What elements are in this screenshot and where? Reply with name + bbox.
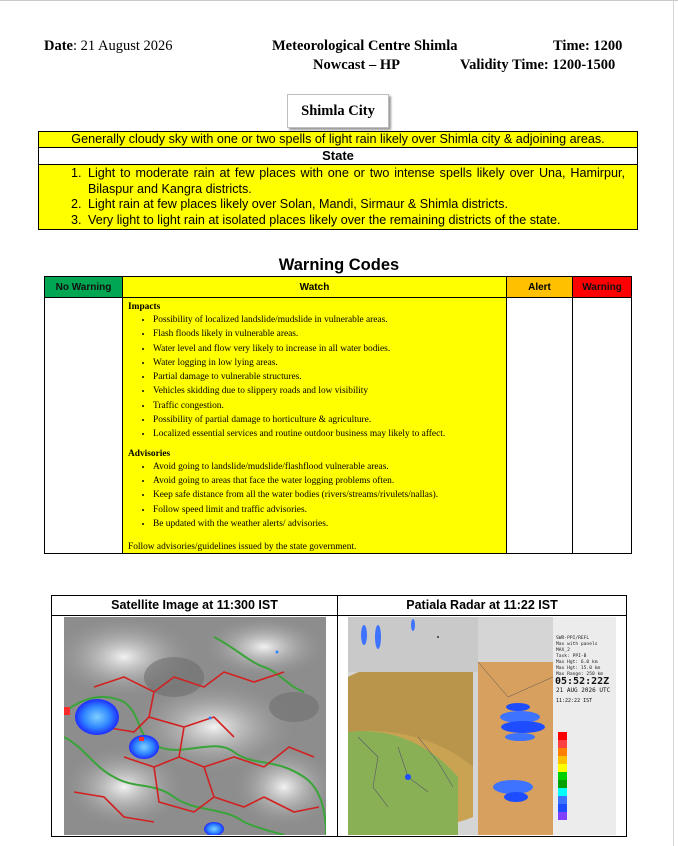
forecast-table xyxy=(38,131,638,230)
issue-time: Time: 1200 xyxy=(553,38,623,54)
radar-image xyxy=(348,617,616,835)
svg-text:SWR-PPI/REFL: SWR-PPI/REFL xyxy=(556,636,590,641)
state-forecast xyxy=(39,165,638,230)
impact-item: • Traffic congestion. xyxy=(153,399,506,413)
warning-codes-table xyxy=(44,276,632,554)
impact-item: • Water level and flow very likely to increase in all water bodies. xyxy=(153,342,506,356)
advisory-item: • Be updated with the weather alerts/ advisories. xyxy=(153,517,506,531)
svg-text:Task: PPI-B: Task: PPI-B xyxy=(556,654,587,659)
radar-date: 21 AUG 2026 UTC xyxy=(556,687,611,694)
warning-cell xyxy=(573,298,632,554)
impact-item: • Vehicles skidding due to slippery roads and low visibility xyxy=(153,384,506,398)
state-item: 1. Light to moderate rain at few places with one or two intense spells likely over Una, Hamirpur, Bilaspur and Kangra districts. xyxy=(85,166,625,197)
satellite-column xyxy=(52,596,338,836)
centre-name: Meteorological Centre Shimla xyxy=(272,38,458,54)
advisory-item: • Avoid going to areas that face the water logging problems often. xyxy=(153,474,506,488)
page-border-top xyxy=(0,0,678,1)
impacts-list xyxy=(123,313,506,442)
impacts-heading: Impacts xyxy=(128,302,161,312)
advisory-item: • Keep safe distance from all the water bodies (rivers/streams/rivulets/nallas). xyxy=(153,488,506,502)
watch-cell xyxy=(123,298,507,554)
watch-header: Watch xyxy=(123,277,507,298)
radar-column xyxy=(338,596,626,836)
advisory-item: • Follow speed limit and traffic advisories. xyxy=(153,503,506,517)
advisories-heading: Advisories xyxy=(128,448,171,459)
impact-item: • Water logging in low lying areas. xyxy=(153,356,506,370)
page-border-right xyxy=(673,0,674,846)
radar-caption: Patiala Radar at 11:22 IST xyxy=(338,596,626,616)
date-label: Date xyxy=(44,38,73,54)
alert-header: Alert xyxy=(507,277,573,298)
nowcast-label: Nowcast – HP xyxy=(313,57,400,73)
state-item: 2. Light rain at few places likely over Solan, Mandi, Sirmaur & Shimla districts. xyxy=(85,197,625,213)
satellite-image xyxy=(64,617,326,835)
warning-header: Warning xyxy=(573,277,632,298)
impact-item: • Possibility of partial damage to horticulture & agriculture. xyxy=(153,413,506,427)
warning-codes-title: Warning Codes xyxy=(278,256,400,274)
radar-ist-time: 11:22:22 IST xyxy=(556,698,593,704)
alert-cell xyxy=(507,298,573,554)
impact-item: • Localized essential services and routine outdoor business may likely to affect. xyxy=(153,427,506,441)
state-item: 3. Very light to light rain at isolated places likely over the remaining districts of the state. xyxy=(85,213,625,229)
satellite-caption: Satellite Image at 11:300 IST xyxy=(52,596,337,616)
impact-item: • Flash floods likely in vulnerable areas. xyxy=(153,327,506,341)
impact-item: • Possibility of localized landslide/mudslide in vulnerable areas. xyxy=(153,313,506,327)
date-field xyxy=(44,38,173,55)
validity-time: Validity Time: 1200-1500 xyxy=(460,57,616,73)
svg-text:Max Hgt: 15.0 km: Max Hgt: 15.0 km xyxy=(556,666,601,671)
date-value: : 21 August 2026 xyxy=(73,38,173,54)
advisories-list xyxy=(123,460,506,531)
no-warning-cell xyxy=(45,298,123,554)
radar-utc-time: 05:52:22Z xyxy=(555,676,610,687)
state-heading: State xyxy=(39,148,638,165)
svg-text:Max Range: 250 km: Max Range: 250 km xyxy=(556,672,604,677)
advisory-item: • Avoid going to landslide/mudslide/flashflood vulnerable areas. xyxy=(153,460,506,474)
city-summary: Generally cloudy sky with one or two spells of light rain likely over Shimla city & adjoining areas. xyxy=(39,132,638,148)
impact-item: • Partial damage to vulnerable structures. xyxy=(153,370,506,384)
advisory-footer: Follow advisories/guidelines issued by the state government. xyxy=(128,542,357,552)
imagery-table xyxy=(51,595,627,837)
svg-text:Max with panels: Max with panels xyxy=(556,642,598,647)
no-warning-header: No Warning xyxy=(45,277,123,298)
svg-text:MAX_2: MAX_2 xyxy=(556,648,570,653)
svg-text:Max Hgt: 6.0 km: Max Hgt: 6.0 km xyxy=(556,660,598,665)
city-title: Shimla City xyxy=(287,94,389,128)
